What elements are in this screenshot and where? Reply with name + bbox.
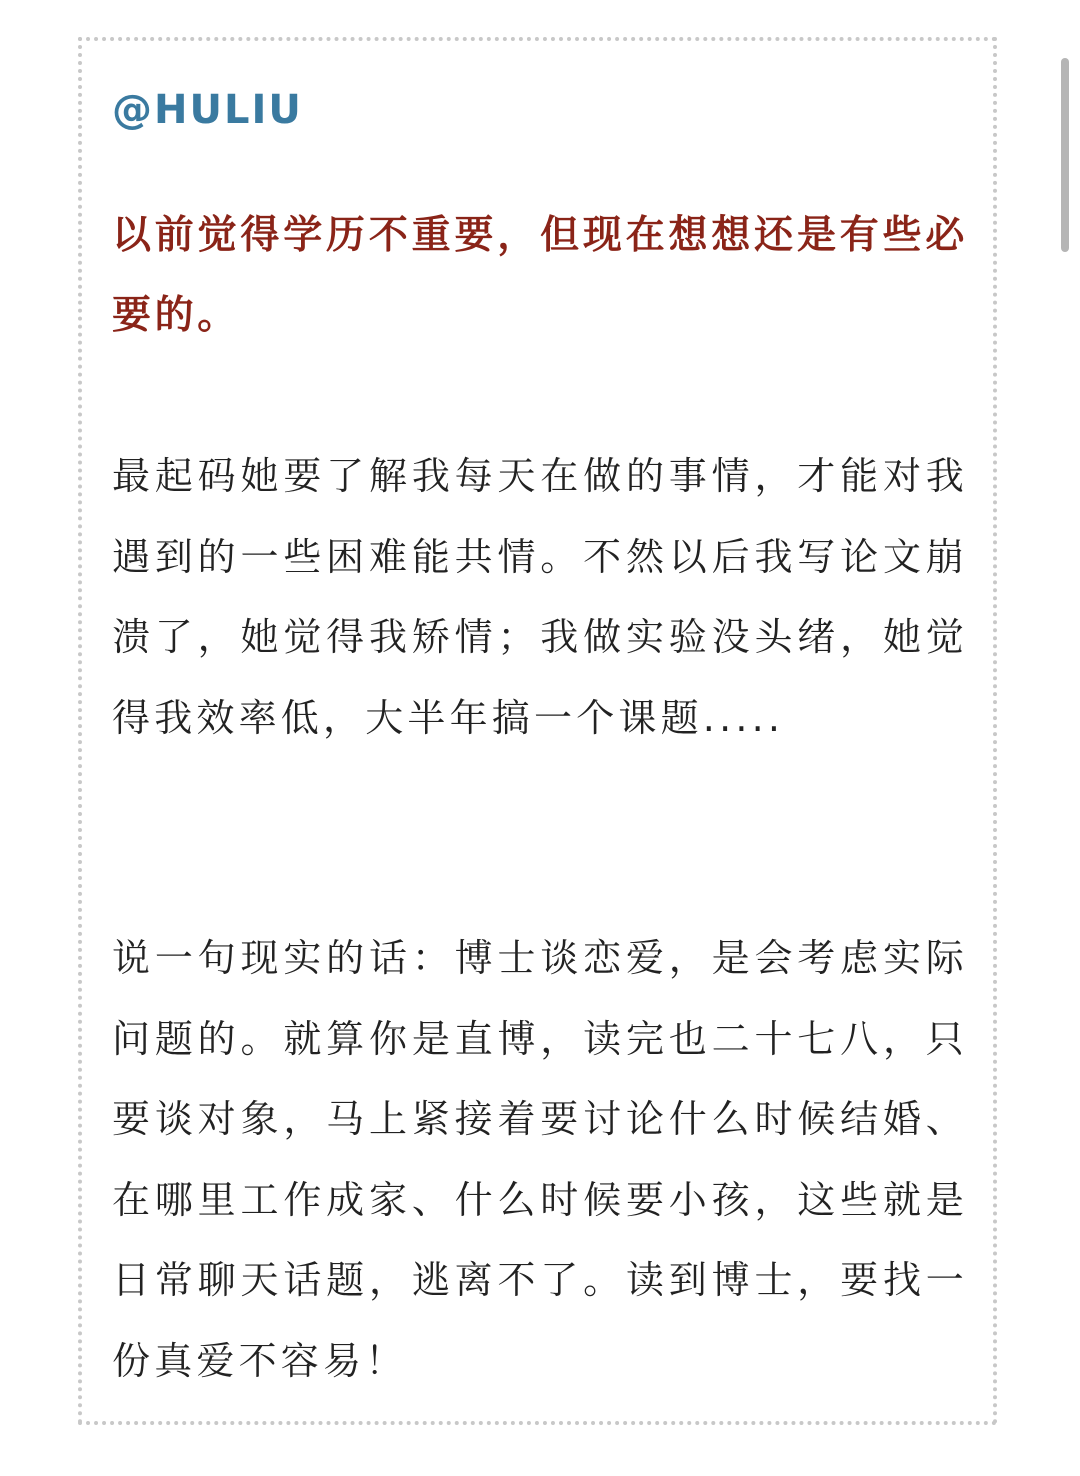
body-paragraph-1: 最起码她要了解我每天在做的事情，才能对我遇到的一些困难能共情。不然以后我写论文崩溃了，她觉得我矫情；我做实验没头绪，她觉得我效率低，大半年搞一个课题..... — [112, 454, 968, 740]
scrollbar-thumb[interactable] — [1061, 58, 1069, 252]
author-handle: @HULIU — [112, 87, 303, 133]
post-headline: 以前觉得学历不重要，但现在想想还是有些必要的。 — [112, 213, 968, 338]
body-paragraph-2: 说一句现实的话：博士谈恋爱，是会考虑实际问题的。就算你是直博，读完也二十七八，只要谈对象，马上紧接着要讨论什么时候结婚、在哪里工作成家、什么时候要小孩，这些就是日常聊天话题，逃离不了。读到博士，要找一份真爱不容易！ — [112, 936, 968, 1383]
